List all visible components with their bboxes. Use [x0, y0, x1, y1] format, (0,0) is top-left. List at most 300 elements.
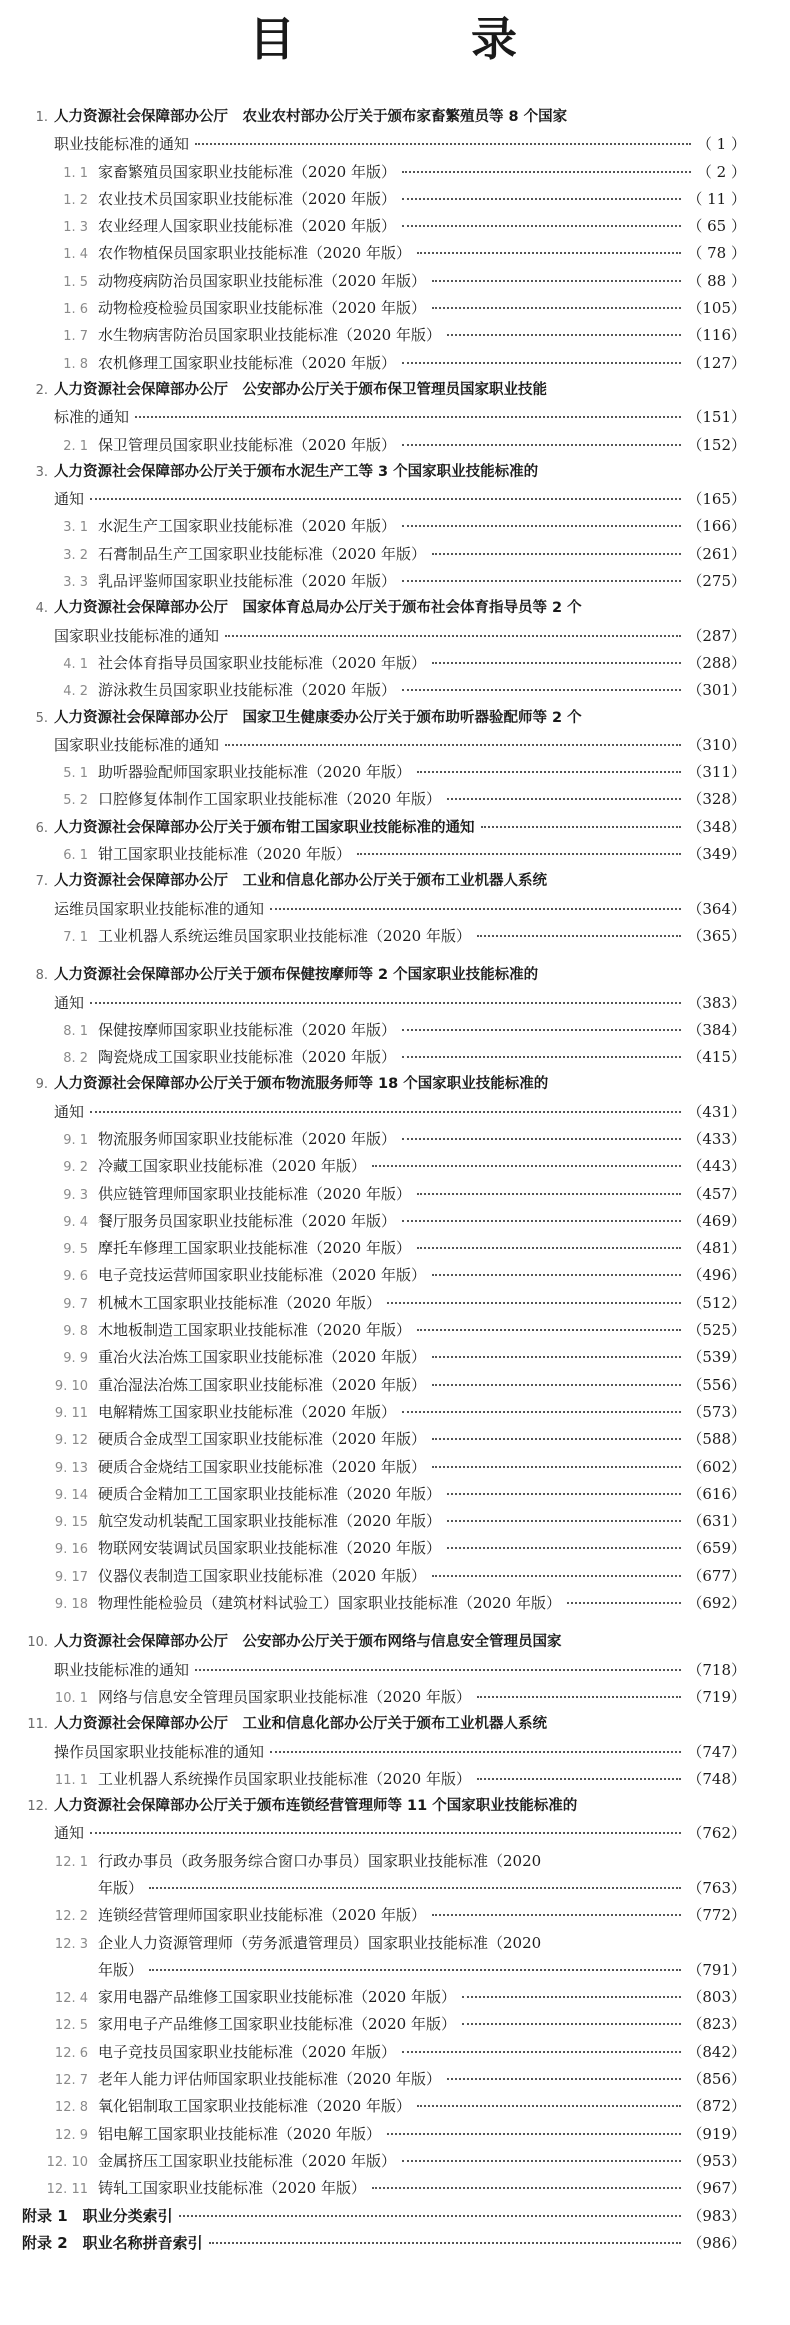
- entry-number: 4.: [35, 601, 48, 617]
- dot-leader: [417, 1193, 681, 1195]
- entry-number: 9. 15: [54, 1515, 88, 1531]
- page-number: （631）: [687, 1512, 746, 1531]
- dot-leader: [402, 1056, 681, 1058]
- page-number: （588）: [687, 1430, 746, 1449]
- entry-number: 3. 3: [63, 575, 88, 591]
- toc-subentry[interactable]: [20, 1875, 746, 1902]
- entry-title: 机械木工国家职业技能标准（2020 年版）: [98, 1293, 381, 1312]
- entry-title: 国家职业技能标准的通知: [54, 735, 220, 754]
- toc-entry[interactable]: [20, 732, 746, 759]
- dot-leader: [417, 1247, 681, 1249]
- entry-number: 8. 1: [63, 1023, 88, 1039]
- page-number: （748）: [687, 1769, 746, 1788]
- entry-title: 动物疫病防治员国家职业技能标准（2020 年版）: [98, 271, 426, 290]
- toc-subentry[interactable]: [20, 322, 746, 349]
- dot-leader: [179, 2215, 682, 2217]
- dot-leader: [402, 525, 681, 527]
- entry-title: 人力资源社会保障部办公厅 公安部办公厅关于颁布网络与信息安全管理员国家: [54, 1634, 562, 1651]
- dot-leader: [417, 771, 681, 773]
- entry-title: 电解精炼工国家职业技能标准（2020 年版）: [98, 1402, 396, 1421]
- page-number: （348）: [687, 817, 746, 836]
- entry-title: 钳工国家职业技能标准（2020 年版）: [98, 845, 351, 864]
- page-number: （481）: [687, 1239, 746, 1258]
- page-number: （718）: [687, 1660, 746, 1679]
- toc-subentry[interactable]: [20, 159, 746, 186]
- toc-subentry[interactable]: [20, 240, 746, 267]
- page-number: （747）: [687, 1742, 746, 1761]
- toc-entry[interactable]: [20, 623, 746, 650]
- entry-number: 3.: [35, 464, 48, 480]
- entry-title: 人力资源社会保障部办公厅关于颁布连锁经营管理师等 11 个国家职业技能标准的: [54, 1798, 578, 1815]
- toc-entry[interactable]: [20, 990, 746, 1017]
- dot-leader: [195, 143, 691, 145]
- entry-title: 摩托车修理工国家职业技能标准（2020 年版）: [98, 1239, 411, 1258]
- page-number: （311）: [687, 763, 746, 782]
- entry-number: 12. 1: [54, 1854, 88, 1870]
- toc-subentry[interactable]: [20, 841, 746, 868]
- dot-leader: [432, 307, 681, 309]
- toc-entry[interactable]: [20, 814, 746, 841]
- entry-number: 9. 5: [63, 1242, 88, 1258]
- page-number: （166）: [687, 517, 746, 536]
- toc-entry[interactable]: [20, 595, 746, 622]
- entry-title: 冷藏工国家职业技能标准（2020 年版）: [98, 1157, 366, 1176]
- page-number: （573）: [687, 1402, 746, 1421]
- toc-subentry[interactable]: [20, 1235, 746, 1262]
- entry-title: 通知: [54, 1824, 85, 1843]
- entry-number: 9. 17: [54, 1569, 88, 1585]
- entry-number: 3. 1: [63, 520, 88, 536]
- entry-number: 1. 5: [63, 274, 88, 290]
- dot-leader: [402, 1220, 681, 1222]
- toc-entry[interactable]: [20, 1793, 746, 1820]
- toc-appendix-entry[interactable]: [20, 2230, 746, 2257]
- dot-leader: [402, 689, 681, 691]
- toc-subentry[interactable]: [20, 2121, 746, 2148]
- page-number: （116）: [687, 326, 746, 345]
- entry-title: 水泥生产工国家职业技能标准（2020 年版）: [98, 517, 396, 536]
- dot-leader: [402, 444, 681, 446]
- entry-title: 保健按摩师国家职业技能标准（2020 年版）: [98, 1020, 396, 1039]
- entry-title: 游泳救生员国家职业技能标准（2020 年版）: [98, 681, 396, 700]
- entry-title: 职业技能标准的通知: [54, 135, 190, 154]
- entry-number: 4. 2: [63, 684, 88, 700]
- entry-title: 石膏制品生产工国家职业技能标准（2020 年版）: [98, 544, 426, 563]
- entry-title: 保卫管理员国家职业技能标准（2020 年版）: [98, 435, 396, 454]
- entry-title: 助听器验配师国家职业技能标准（2020 年版）: [98, 763, 411, 782]
- entry-title: 氧化铝制取工国家职业技能标准（2020 年版）: [98, 2097, 411, 2116]
- entry-number: 12. 9: [54, 2127, 88, 2143]
- toc-entry[interactable]: [20, 1711, 746, 1738]
- page-number: （431）: [687, 1102, 746, 1121]
- entry-title: 通知: [54, 993, 85, 1012]
- toc-subentry[interactable]: [20, 186, 746, 213]
- page-number: （ 2 ）: [696, 162, 746, 181]
- entry-number: 5.: [35, 710, 48, 726]
- toc-subentry[interactable]: [20, 1848, 746, 1875]
- entry-title: 企业人力资源管理师（劳务派遣管理员）国家职业技能标准（2020: [98, 1933, 542, 1952]
- dot-leader: [432, 1438, 681, 1440]
- page-number: （842）: [687, 2042, 746, 2061]
- entry-number: 9. 3: [63, 1187, 88, 1203]
- dot-leader: [90, 1002, 681, 1004]
- toc-subentry[interactable]: [20, 1957, 746, 1984]
- dot-leader: [481, 826, 682, 828]
- page-number: （967）: [687, 2179, 746, 2198]
- dot-leader: [432, 1466, 681, 1468]
- dot-leader: [417, 1329, 681, 1331]
- page-number: （364）: [687, 899, 746, 918]
- toc-subentry[interactable]: [20, 1399, 746, 1426]
- dot-leader: [402, 171, 691, 173]
- dot-leader: [387, 2133, 681, 2135]
- toc-subentry[interactable]: [20, 1317, 746, 1344]
- dot-leader: [447, 1520, 681, 1522]
- dot-leader: [225, 744, 681, 746]
- page-title: 目 录: [248, 12, 597, 66]
- entry-title: 家畜繁殖员国家职业技能标准（2020 年版）: [98, 162, 396, 181]
- dot-leader: [477, 935, 681, 937]
- toc-subentry[interactable]: [20, 1535, 746, 1562]
- entry-title: 操作员国家职业技能标准的通知: [54, 1742, 265, 1761]
- toc-subentry[interactable]: [20, 568, 746, 595]
- entry-title: 职业技能标准的通知: [54, 1660, 190, 1679]
- entry-number: 1. 6: [63, 302, 88, 318]
- page-number: （365）: [687, 926, 746, 945]
- toc-subentry[interactable]: [20, 1426, 746, 1453]
- entry-number: 1. 1: [63, 165, 88, 181]
- entry-title: 国家职业技能标准的通知: [54, 626, 220, 645]
- entry-number: 12. 5: [54, 2018, 88, 2034]
- entry-title: 人力资源社会保障部办公厅 国家卫生健康委办公厅关于颁布助听器验配师等 2 个: [54, 709, 582, 726]
- dot-leader: [270, 908, 681, 910]
- entry-title: 陶瓷烧成工国家职业技能标准（2020 年版）: [98, 1048, 396, 1067]
- entry-number: 1. 8: [63, 356, 88, 372]
- toc-entry[interactable]: [20, 1820, 746, 1847]
- toc-entry[interactable]: [20, 377, 746, 404]
- entry-title: 运维员国家职业技能标准的通知: [54, 899, 265, 918]
- toc-entry[interactable]: [20, 404, 746, 431]
- toc-subentry[interactable]: [20, 1481, 746, 1508]
- entry-number: 1. 4: [63, 247, 88, 263]
- entry-number: 1. 7: [63, 329, 88, 345]
- toc-entry[interactable]: [20, 962, 746, 989]
- dot-leader: [432, 662, 681, 664]
- toc-entry[interactable]: [20, 868, 746, 895]
- entry-title: 通知: [54, 1102, 85, 1121]
- dot-leader: [447, 1493, 681, 1495]
- entry-title: 物联网安装调试员国家职业技能标准（2020 年版）: [98, 1539, 441, 1558]
- toc-entry[interactable]: [20, 1739, 746, 1766]
- toc-entry[interactable]: [20, 131, 746, 158]
- entry-number: 7. 1: [63, 929, 88, 945]
- page-number: （ 78 ）: [687, 244, 746, 263]
- entry-number: 8.: [35, 968, 48, 984]
- toc-subentry[interactable]: [20, 1930, 746, 1957]
- page-number: （ 1 ）: [696, 135, 746, 154]
- page-number: （512）: [687, 1293, 746, 1312]
- entry-title: 人力资源社会保障部办公厅关于颁布物流服务师等 18 个国家职业技能标准的: [54, 1076, 549, 1093]
- entry-number: 12. 10: [46, 2154, 88, 2170]
- entry-number: 9. 1: [63, 1132, 88, 1148]
- page-number: （469）: [687, 1211, 746, 1230]
- entry-title: 金属挤压工国家职业技能标准（2020 年版）: [98, 2151, 396, 2170]
- page-number: （763）: [687, 1879, 746, 1897]
- page-number: （443）: [687, 1157, 746, 1176]
- dot-leader: [462, 1996, 681, 1998]
- toc-subentry[interactable]: [20, 2148, 746, 2175]
- entry-number: 9.: [35, 1077, 48, 1093]
- page-number: （288）: [687, 653, 746, 672]
- dot-leader: [417, 252, 681, 254]
- entry-title: 人力资源社会保障部办公厅关于颁布水泥生产工等 3 个国家职业技能标准的: [54, 463, 539, 480]
- entry-title: 重冶湿法冶炼工国家职业技能标准（2020 年版）: [98, 1375, 426, 1394]
- dot-leader: [149, 1969, 681, 1971]
- toc-subentry[interactable]: [20, 213, 746, 240]
- page-number: （823）: [687, 2015, 746, 2034]
- toc-subentry[interactable]: [20, 1044, 746, 1071]
- dot-leader: [402, 1411, 681, 1413]
- entry-number: 9. 2: [63, 1160, 88, 1176]
- entry-title: 重冶火法冶炼工国家职业技能标准（2020 年版）: [98, 1348, 426, 1367]
- page-number: （616）: [687, 1484, 746, 1503]
- toc-subentry[interactable]: [20, 1181, 746, 1208]
- entry-title: 农业经理人国家职业技能标准（2020 年版）: [98, 217, 396, 236]
- dot-leader: [209, 2242, 682, 2244]
- page-number: （692）: [687, 1594, 746, 1613]
- dot-leader: [195, 1669, 681, 1671]
- entry-number: 9. 18: [54, 1597, 88, 1613]
- toc-subentry[interactable]: [20, 1017, 746, 1044]
- dot-leader: [90, 498, 681, 500]
- entry-number: 12. 6: [54, 2045, 88, 2061]
- page-number: （152）: [687, 435, 746, 454]
- page-number: （791）: [687, 1960, 746, 1979]
- toc-subentry[interactable]: [20, 923, 746, 950]
- dot-leader: [462, 2023, 681, 2025]
- toc-subentry[interactable]: [20, 1984, 746, 2011]
- entry-title: 人力资源社会保障部办公厅 国家体育总局办公厅关于颁布社会体育指导员等 2 个: [54, 600, 582, 617]
- toc-subentry[interactable]: [20, 1344, 746, 1371]
- page-number: （803）: [687, 1988, 746, 2007]
- toc-subentry[interactable]: [20, 432, 746, 459]
- entry-title: 行政办事员（政务服务综合窗口办事员）国家职业技能标准（2020: [98, 1851, 542, 1870]
- entry-title: 人力资源社会保障部办公厅 公安部办公厅关于颁布保卫管理员国家职业技能: [54, 381, 547, 398]
- entry-title: 餐厅服务员国家职业技能标准（2020 年版）: [98, 1211, 396, 1230]
- toc-subentry[interactable]: [20, 1126, 746, 1153]
- toc-subentry[interactable]: [20, 350, 746, 377]
- entry-title: 硬质合金烧结工国家职业技能标准（2020 年版）: [98, 1457, 426, 1476]
- entry-title: 铸轧工国家职业技能标准（2020 年版）: [98, 2179, 366, 2198]
- entry-number: 9. 16: [54, 1542, 88, 1558]
- dot-leader: [432, 553, 681, 555]
- toc-entry[interactable]: [20, 1099, 746, 1126]
- toc-subentry[interactable]: [20, 1508, 746, 1535]
- dot-leader: [432, 1575, 681, 1577]
- toc-subentry[interactable]: [20, 295, 746, 322]
- page-number: （677）: [687, 1566, 746, 1585]
- page-number: （127）: [687, 353, 746, 372]
- page-number: （525）: [687, 1321, 746, 1340]
- entry-number: 10.: [27, 1635, 48, 1651]
- toc-entry[interactable]: [20, 486, 746, 513]
- dot-leader: [402, 2051, 681, 2053]
- entry-number: 9. 11: [54, 1405, 88, 1421]
- page-number: （872）: [687, 2097, 746, 2116]
- entry-number: 9. 4: [63, 1214, 88, 1230]
- toc-entry[interactable]: [20, 896, 746, 923]
- page-number: （433）: [687, 1129, 746, 1148]
- dot-leader: [387, 1302, 681, 1304]
- page-number: （ 65 ）: [687, 217, 746, 236]
- toc-subentry[interactable]: [20, 2039, 746, 2066]
- dot-leader: [447, 334, 681, 336]
- entry-title: 老年人能力评估师国家职业技能标准（2020 年版）: [98, 2070, 441, 2089]
- dot-leader: [270, 1751, 681, 1753]
- page-number: （301）: [687, 681, 746, 700]
- toc-subentry[interactable]: [20, 1290, 746, 1317]
- dot-leader: [447, 2078, 681, 2080]
- entry-number: 4. 1: [63, 656, 88, 672]
- page-number: （ 88 ）: [687, 271, 746, 290]
- entry-title: 附录 2 职业名称拼音索引: [22, 2233, 203, 2252]
- toc-appendix-entry[interactable]: [20, 2203, 746, 2230]
- toc-entry[interactable]: [20, 1071, 746, 1098]
- toc-subentry[interactable]: [20, 1563, 746, 1590]
- entry-number: 12. 7: [54, 2073, 88, 2089]
- dot-leader: [372, 1165, 681, 1167]
- toc-subentry[interactable]: [20, 1153, 746, 1180]
- entry-title: 电子竞技运营师国家职业技能标准（2020 年版）: [98, 1266, 426, 1285]
- entry-title: 年版）: [98, 1879, 144, 1897]
- page-number: （539）: [687, 1348, 746, 1367]
- toc-subentry[interactable]: [20, 759, 746, 786]
- page-number: （328）: [687, 790, 746, 809]
- toc-subentry[interactable]: [20, 1454, 746, 1481]
- toc-subentry[interactable]: [20, 1590, 746, 1617]
- page-number: （261）: [687, 544, 746, 563]
- toc-subentry[interactable]: [20, 1372, 746, 1399]
- page-number: （415）: [687, 1048, 746, 1067]
- entry-title: 供应链管理师国家职业技能标准（2020 年版）: [98, 1184, 411, 1203]
- toc-subentry[interactable]: [20, 2011, 746, 2038]
- toc-subentry[interactable]: [20, 1684, 746, 1711]
- entry-title: 家用电器产品维修工国家职业技能标准（2020 年版）: [98, 1988, 456, 2007]
- entry-title: 乳品评鉴师国家职业技能标准（2020 年版）: [98, 572, 396, 591]
- entry-title: 口腔修复体制作工国家职业技能标准（2020 年版）: [98, 790, 441, 809]
- page-number: （151）: [687, 408, 746, 427]
- entry-number: 7.: [35, 874, 48, 890]
- toc-subentry[interactable]: [20, 786, 746, 813]
- entry-number: 2.: [35, 382, 48, 398]
- entry-title: 物流服务师国家职业技能标准（2020 年版）: [98, 1129, 396, 1148]
- entry-title: 连锁经营管理师国家职业技能标准（2020 年版）: [98, 1906, 426, 1925]
- page-number: （719）: [687, 1687, 746, 1706]
- page-number: （772）: [687, 1906, 746, 1925]
- page-number: （953）: [687, 2151, 746, 2170]
- toc-subentry[interactable]: [20, 650, 746, 677]
- entry-number: 10. 1: [54, 1690, 88, 1706]
- toc-entry[interactable]: [20, 705, 746, 732]
- entry-title: 硬质合金精加工工国家职业技能标准（2020 年版）: [98, 1484, 441, 1503]
- entry-number: 6.: [35, 820, 48, 836]
- toc-subentry[interactable]: [20, 2093, 746, 2120]
- toc-subentry[interactable]: [20, 1902, 746, 1929]
- page-number: （ 11 ）: [687, 189, 746, 208]
- entry-title: 附录 1 职业分类索引: [22, 2206, 173, 2225]
- entry-title: 通知: [54, 490, 85, 509]
- page-number: （384）: [687, 1020, 746, 1039]
- entry-title: 家用电子产品维修工国家职业技能标准（2020 年版）: [98, 2015, 456, 2034]
- entry-number: 11. 1: [54, 1772, 88, 1788]
- dot-leader: [402, 362, 681, 364]
- dot-leader: [432, 1914, 681, 1916]
- entry-number: 5. 1: [63, 766, 88, 782]
- entry-number: 1. 2: [63, 192, 88, 208]
- toc-subentry[interactable]: [20, 2066, 746, 2093]
- toc-subentry[interactable]: [20, 677, 746, 704]
- entry-title: 年版）: [98, 1960, 144, 1979]
- dot-leader: [402, 198, 681, 200]
- toc-subentry[interactable]: [20, 513, 746, 540]
- entry-number: 9. 6: [63, 1269, 88, 1285]
- dot-leader: [225, 635, 681, 637]
- page-number: （986）: [687, 2233, 746, 2252]
- dot-leader: [357, 853, 681, 855]
- dot-leader: [402, 1138, 681, 1140]
- toc-entry[interactable]: [20, 459, 746, 486]
- page-number: （105）: [687, 299, 746, 318]
- page-number: （457）: [687, 1184, 746, 1203]
- entry-number: 8. 2: [63, 1051, 88, 1067]
- dot-leader: [432, 1274, 681, 1276]
- entry-title: 工业机器人系统运维员国家职业技能标准（2020 年版）: [98, 926, 471, 945]
- toc-entry[interactable]: [20, 1629, 746, 1656]
- toc-subentry[interactable]: [20, 1208, 746, 1235]
- page-number: （287）: [687, 626, 746, 645]
- entry-number: 3. 2: [63, 547, 88, 563]
- dot-leader: [477, 1778, 681, 1780]
- toc-entry[interactable]: [20, 1657, 746, 1684]
- toc-subentry[interactable]: [20, 2175, 746, 2202]
- dot-leader: [477, 1696, 681, 1698]
- page-number: （310）: [687, 735, 746, 754]
- entry-number: 11.: [27, 1717, 48, 1733]
- dot-leader: [135, 416, 681, 418]
- entry-number: 12. 2: [54, 1909, 88, 1925]
- toc-subentry[interactable]: [20, 1766, 746, 1793]
- entry-title: 木地板制造工国家职业技能标准（2020 年版）: [98, 1321, 411, 1340]
- dot-leader: [417, 2105, 681, 2107]
- dot-leader: [447, 798, 681, 800]
- entry-title: 工业机器人系统操作员国家职业技能标准（2020 年版）: [98, 1769, 471, 1788]
- toc-subentry[interactable]: [20, 268, 746, 295]
- dot-leader: [402, 2160, 681, 2162]
- toc-subentry[interactable]: [20, 541, 746, 568]
- toc-subentry[interactable]: [20, 1262, 746, 1289]
- page-number: （165）: [687, 490, 746, 509]
- toc-entry[interactable]: [20, 104, 746, 131]
- entry-title: 硬质合金成型工国家职业技能标准（2020 年版）: [98, 1430, 426, 1449]
- entry-title: 人力资源社会保障部办公厅 工业和信息化部办公厅关于颁布工业机器人系统: [54, 873, 547, 890]
- dot-leader: [432, 280, 681, 282]
- table-of-contents: [20, 104, 746, 2257]
- entry-number: 9. 13: [54, 1460, 88, 1476]
- dot-leader: [90, 1111, 681, 1113]
- entry-title: 人力资源社会保障部办公厅关于颁布钳工国家职业技能标准的通知: [54, 819, 475, 836]
- dot-leader: [402, 1029, 681, 1031]
- page-number: （762）: [687, 1824, 746, 1843]
